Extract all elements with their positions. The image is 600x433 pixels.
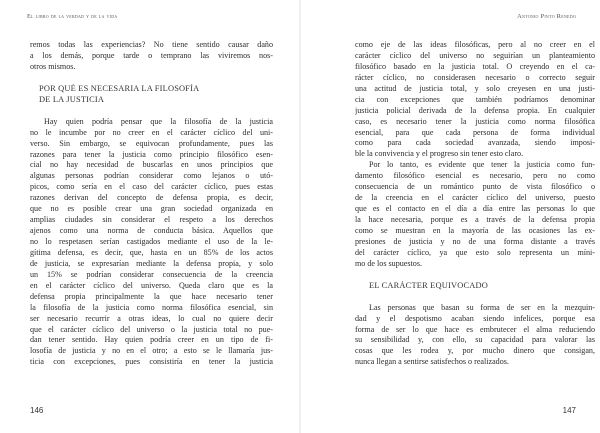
text-line: cia con excepciones que también podríamos denominar xyxy=(355,94,595,104)
text-line: a los demás, porque tarde o temprano las viviremos nos- xyxy=(30,50,273,60)
text-line: dan tener sentido. Hay quien podría creer en un tipo de fi- xyxy=(30,335,273,345)
right-paragraph-2 xyxy=(355,160,595,269)
right-paragraph-3 xyxy=(355,303,595,369)
text-line: que el carácter cíclico del universo o la justicia total no pue- xyxy=(30,324,273,334)
text-line: consecuencia de un romántico punto de vista filosófico o xyxy=(355,182,595,192)
text-line: un 15% se podrían considerar consecuencia de la creencia xyxy=(30,269,273,279)
text-line: verso. Sin embargo, se equivocan profundamente, pues las xyxy=(30,138,273,148)
section-heading-justicia xyxy=(30,84,273,106)
left-page-number: 146 xyxy=(30,406,44,415)
left-paragraph-2 xyxy=(30,117,273,369)
left-running-head: El libro de la verdad y de la vida xyxy=(27,13,118,20)
right-page xyxy=(301,0,600,433)
text-line: que es el contacto en el día a día entre las personas lo que xyxy=(355,204,595,214)
text-line: cial no hay necesidad de buscarlas en unos principios que xyxy=(30,160,273,170)
left-paragraph-1 xyxy=(30,40,273,73)
text-line: justicia policial derivada de la defensa propia. En cualquier xyxy=(355,105,595,115)
text-line: losofía de justicia y no en el otro; a esto se le llamaría jus- xyxy=(30,346,273,356)
text-line: la hace necesaria, porque es a través de la defensa propia xyxy=(355,215,595,224)
text-line: como para cada sociedad avanzada, siendo imposi- xyxy=(355,138,595,148)
text-line: defensa propia principalmente la que hace necesario tener xyxy=(30,291,273,301)
text-line: ble la convivencia y el progreso sin tener esto claro. xyxy=(355,149,524,159)
text-line: una actitud de justicia total, y solo creyesen en una justi- xyxy=(355,83,595,93)
text-line: razones para tener la justicia como principio filosófico esen- xyxy=(30,149,273,159)
text-line: algunas personas podrían considerar como lejanos o utó- xyxy=(30,171,273,181)
text-line: filosófico basado en la justicia total. O creyendo en el ca- xyxy=(355,61,595,71)
text-line: razones derivan del concepto de defensa propia, es decir, xyxy=(30,193,273,203)
text-line: forma de ser lo que hace es embrutecer el alma reduciendo xyxy=(355,324,595,334)
text-line: Las personas que basan su forma de ser en la mezquin- xyxy=(369,302,595,312)
text-line: como se muestran en la mayoría de las ocasiones las ex- xyxy=(355,225,595,235)
right-running-head: Antonio Pinto Renedo xyxy=(517,13,576,20)
text-line: amplias ciudades sin considerar el respeto a los derechos xyxy=(30,215,273,225)
text-line: dad y el despotismo acaban siendo infelices, porque esa xyxy=(355,313,595,323)
right-page-text xyxy=(355,40,595,368)
text-line: no lo respetasen serían castigados mediante el uso de la le- xyxy=(30,237,273,246)
text-line: la filosofía de la justicia como norma filosófica esencial, sin xyxy=(30,302,273,312)
text-line: gítima defensa, es decir, que, hasta en un 85% de los actos xyxy=(30,247,273,257)
text-line: ser necesario recurrir a otras ideas, lo cual no quiere decir xyxy=(30,313,273,323)
text-line: del carácter cíclico, ya que esto solo representa un míni- xyxy=(355,247,595,257)
text-line: de justicia, se expresarían mediante la defensa propia, y solo xyxy=(30,258,273,268)
section-heading-caracter xyxy=(355,281,595,292)
text-line: en el carácter cíclico del universo. Queda claro que es la xyxy=(30,280,273,290)
text-line: de la creencia en el carácter cíclico del universo, puesto xyxy=(355,193,595,203)
text-line: mo de los supuestos. xyxy=(355,258,422,268)
text-line: picos, como sería en el caso del carácter cíclico, pues estas xyxy=(30,182,273,192)
text-line: su sensibilidad y, con ello, su capacidad para valorar las xyxy=(355,335,595,345)
text-line: ajenos como una norma de conducta básica. Aquellos que xyxy=(30,226,273,236)
text-line: carácter cíclico del universo no seguirían un planteamiento xyxy=(355,50,595,60)
text-line: no le incumbe por no creer en el carácter cíclico del uni- xyxy=(30,127,273,137)
left-page-text xyxy=(30,40,273,368)
text-line: esencial, para que cada persona de forma individual xyxy=(355,127,595,137)
text-line: Hay quien podría pensar que la filosofía de la justicia xyxy=(44,116,273,126)
text-line: damento filosófico esencial es necesario, pero no como xyxy=(355,171,595,181)
heading-line: DE LA JUSTICIA xyxy=(39,94,105,104)
left-page xyxy=(0,0,299,433)
text-line: remos todas las experiencias? No tiene sentido causar daño xyxy=(30,40,273,49)
text-line: Por lo tanto, es evidente que tener la justicia como fun- xyxy=(369,160,595,170)
text-line: que no es posible crear una gran sociedad organizada en xyxy=(30,204,273,214)
heading-line: POR QUÉ ES NECESARIA LA FILOSOFÍA xyxy=(39,83,200,93)
text-line: cosas que les rodea y, por mucho dinero que consigan, xyxy=(355,346,595,356)
text-line: nunca llegan a sentirse satisfechos o realizados. xyxy=(355,357,509,367)
text-line: rácter cíclico, no considerasen necesario o correcto seguir xyxy=(355,72,595,82)
right-paragraph-1 xyxy=(355,40,595,160)
heading-line: EL CARÁCTER EQUIVOCADO xyxy=(369,280,489,290)
text-line: como eje de las ideas filosóficas, pero al no creer en el xyxy=(355,40,595,49)
text-line: otros mismos. xyxy=(30,61,76,71)
text-line: caso, es necesario tener la justicia como norma filosófica xyxy=(355,116,595,126)
text-line: ticia con excepciones, pues consistiría en tener la justicia xyxy=(30,357,273,367)
text-line: presiones de justicia y no de una forma distante a través xyxy=(355,236,595,246)
right-page-number: 147 xyxy=(562,406,576,415)
